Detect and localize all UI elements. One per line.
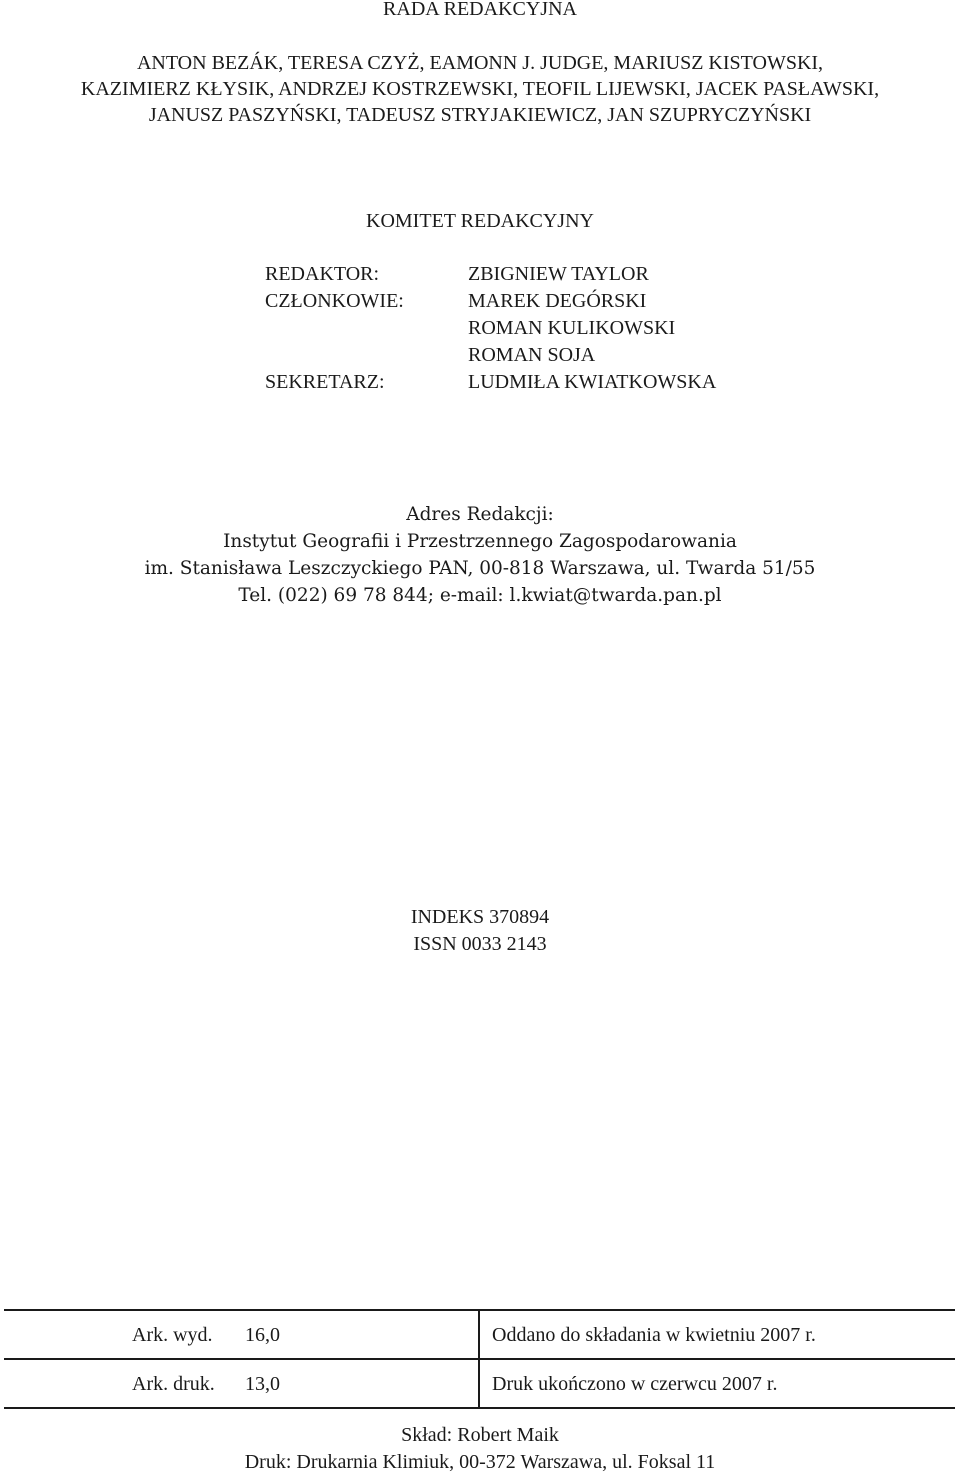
ark-wyd-label: Ark. wyd.: [132, 1324, 213, 1346]
komitet-heading: KOMITET REDAKCYJNY: [366, 210, 594, 232]
role-spacer: [265, 342, 404, 369]
role-spacer: [265, 315, 404, 342]
komitet-name: ROMAN KULIKOWSKI: [468, 317, 676, 339]
address-street: im. Stanisława Leszczyckiego PAN, 00-818 Warszawa, ul. Twarda 51/55: [144, 558, 816, 579]
ark-wyd-value: 16,0: [245, 1324, 280, 1346]
rada-members-line-1: ANTON BEZÁK, TERESA CZYŻ, EAMONN J. JUDGE, MARIUSZ KISTOWSKI,: [136, 52, 824, 74]
komitet-roles: [265, 261, 404, 396]
rada-members-line-2: KAZIMIERZ KŁYSIK, ANDRZEJ KOSTRZEWSKI, TEOFIL LIJEWSKI, JACEK PASŁAWSKI,: [80, 78, 880, 100]
komitet-name: LUDMIŁA KWIATKOWSKA: [468, 371, 717, 393]
table-middle-rule: [4, 1358, 955, 1360]
sklad-credit: Skład: Robert Maik: [401, 1424, 559, 1446]
table-bottom-rule: [4, 1407, 955, 1409]
druk-ukonczono-note: Druk ukończono w czerwcu 2007 r.: [492, 1373, 778, 1395]
role-sekretarz: SEKRETARZ:: [265, 371, 385, 393]
rada-heading: RADA REDAKCYJNA: [383, 0, 577, 20]
address-contact: Tel. (022) 69 78 844; e-mail: l.kwiat@twarda.pan.pl: [238, 585, 722, 606]
oddano-note: Oddano do składania w kwietniu 2007 r.: [492, 1324, 816, 1346]
rada-members-line-3: JANUSZ PASZYŃSKI, TADEUSZ STRYJAKIEWICZ, JAN SZUPRYCZYŃSKI: [148, 104, 812, 126]
ark-druk-value: 13,0: [245, 1373, 280, 1395]
address-institute: Instytut Geografii i Przestrzennego Zagospodarowania: [223, 531, 737, 552]
indeks-number: INDEKS 370894: [410, 906, 550, 928]
ark-druk-label: Ark. druk.: [132, 1373, 215, 1395]
role-czlonkowie: CZŁONKOWIE:: [265, 290, 404, 312]
table-top-rule: [4, 1309, 955, 1311]
address-label: Adres Redakcji:: [406, 504, 554, 525]
komitet-name: ZBIGNIEW TAYLOR: [468, 263, 649, 285]
komitet-name: ROMAN SOJA: [468, 344, 596, 366]
komitet-names: [468, 261, 716, 396]
table-column-divider: [478, 1309, 480, 1408]
druk-credit: Druk: Drukarnia Klimiuk, 00-372 Warszawa, ul. Foksal 11: [244, 1451, 716, 1473]
role-redaktor: REDAKTOR:: [265, 263, 380, 285]
issn-number: ISSN 0033 2143: [413, 933, 547, 955]
komitet-name: MAREK DEGÓRSKI: [468, 290, 647, 312]
